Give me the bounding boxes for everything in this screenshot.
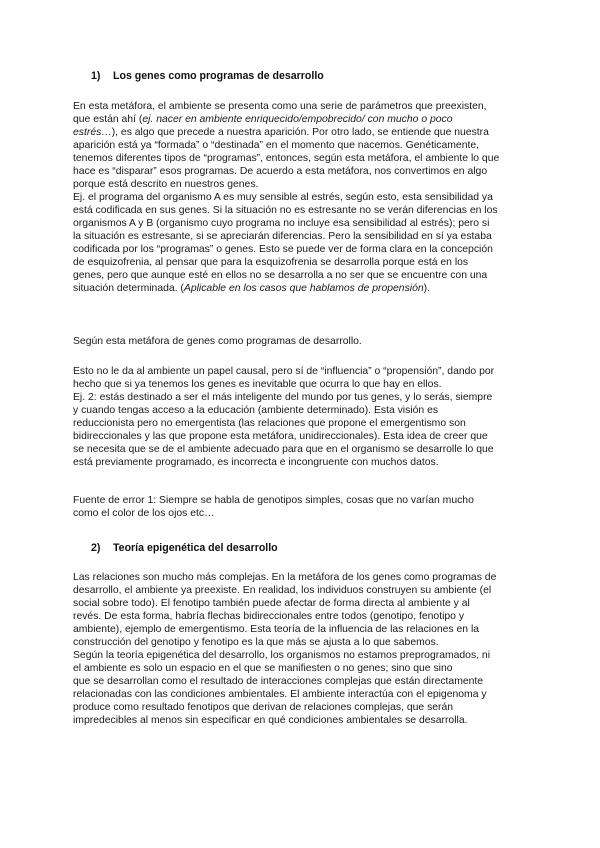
text-line: el ambiente es solo un espacio en el que se manifiesten o no genes; sino que sino <box>73 663 453 674</box>
text-line: Según la teoría epigenética del desarrollo, los organismos no estamos preprogramados, ni <box>73 650 491 661</box>
text-span: que están ahí ( <box>73 114 143 125</box>
italic-example: ej. nacer en ambiente enriquecido/empobrecido/ con mucho o poco <box>142 114 453 125</box>
text-line: de esquizofrenia, al pensar que para la esquizofrenia se desarrolla porque está en los <box>73 257 469 268</box>
text-line: desarrollo, el ambiente ya preexiste. En realidad, los individuos construyen su ambiente (el <box>73 585 492 596</box>
italic-note: Aplicable en los casos que hablamos de propensión <box>183 283 424 294</box>
text-line <box>73 113 533 126</box>
section-1-paragraph-4 <box>73 494 533 520</box>
section-1-paragraph-2 <box>73 335 533 348</box>
text-line: la situación es estresante, si se apreciarán diferencias. Pero la sensibilidad en sí ya estaba <box>73 231 492 242</box>
italic-example: estrés… <box>73 127 112 138</box>
text-line: construcción del genotipo y fenotipo es la que más se ajusta a lo que sabemos. <box>73 637 439 648</box>
text-line: Esto no le da al ambiente un papel causal, pero sí de “influencia” o “propensión”, dando por <box>73 366 495 377</box>
text-line: codificada por los “programas” o genes. Esto se puede ver de forma clara en la concepción <box>73 244 493 255</box>
text-line: Fuente de error 1: Siempre se habla de genotipos simples, cosas que no varían mucho <box>73 495 474 506</box>
text-line: reduccionista pero no emergentista (las relaciones que propone el emergentismo son <box>73 418 466 429</box>
text-line: Ej. el programa del organismo A es muy sensible al estrés, según esto, esta sensibilidad ya <box>73 192 493 203</box>
text-line: aparición está ya “formada” o “destinada” en el momento que nacemos. Genéticamente, <box>73 140 480 151</box>
section-1-title: Los genes como programas de desarrollo <box>113 70 324 82</box>
text-line <box>73 282 533 295</box>
text-line: hecho que si ya tenemos los genes es inevitable que ocurra lo que hay en ellos. <box>73 379 442 390</box>
text-line: Según esta metáfora de genes como programas de desarrollo. <box>73 336 362 347</box>
text-line: y cuando tengas acceso a la educación (ambiente determinado). Esta visión es <box>73 405 439 416</box>
text-line: revés. De esta forma, habría flechas bidireccionales entre todos (genotipo, fenotipo y <box>73 611 465 622</box>
section-1-heading <box>91 70 324 83</box>
section-1-paragraph-1 <box>73 100 533 295</box>
text-line: impredecibles al menos sin especificar en qué condiciones ambientales se desarrolla. <box>73 715 468 726</box>
text-line: En esta metáfora, el ambiente se presenta como una serie de parámetros que preexisten, <box>73 101 487 112</box>
text-line: social sobre todo). El fenotipo también puede afectar de forma directa al ambiente y al <box>73 598 470 609</box>
text-line <box>73 126 533 139</box>
text-line: produce como resultado fenotipos que derivan de relaciones complejas, que serán <box>73 702 454 713</box>
text-line: organismos A y B (organismo cuyo programa no incluye esa sensibilidad al estrés); pero si <box>73 218 490 229</box>
section-1-number: 1) <box>91 70 101 82</box>
text-line: porque está descrito en nuestros genes. <box>73 179 259 190</box>
text-span: situación determinada. ( <box>73 283 184 294</box>
text-span: ). <box>423 283 430 294</box>
text-line: genes, pero que aunque esté en ellos no se desarrolla a no ser que se encuentre con una <box>73 270 488 281</box>
text-line: Ej. 2: estás destinado a ser el más inteligente del mundo por tus genes, y lo serás, siempre <box>73 392 493 403</box>
text-line: está codificada en sus genes. Si la situación no es estresante no se verán diferencias en los <box>73 205 498 216</box>
text-line: hace es “disparar” esos programas. De acuerdo a esta metáfora, nos convertimos en algo <box>73 166 488 177</box>
section-1-paragraph-3 <box>73 365 533 469</box>
text-line: como el color de los ojos etc… <box>73 508 215 519</box>
section-2-title: Teoría epigenética del desarrollo <box>113 542 278 554</box>
text-line: bidireccionales y las que propone esta metáfora, unidireccionales). Esta idea de creer que <box>73 431 488 442</box>
text-line: tenemos diferentes tipos de “programas”, entonces, según esta metáfora, el ambiente lo que <box>73 153 500 164</box>
text-line: se necesita que se de el ambiente adecuado para que en el organismo se desarrolle lo que <box>73 444 494 455</box>
section-2-number: 2) <box>91 542 101 554</box>
text-line: está previamente programado, es incorrecta e incongruente con muchos datos. <box>73 457 439 468</box>
section-2-paragraph-1 <box>73 571 533 727</box>
section-2-heading <box>91 542 278 555</box>
text-line: relacionadas con las condiciones ambientales. El ambiente interactúa con el epigenoma y <box>73 689 487 700</box>
text-line: que se desarrollan como el resultado de interacciones complejas que están directamente <box>73 676 484 687</box>
text-line: Las relaciones son mucho más complejas. En la metáfora de los genes como programas de <box>73 572 497 583</box>
text-span: ), es algo que precede a nuestra aparición. Por otro lado, se entiende que nuestra <box>111 127 489 138</box>
text-line: ambiente), ejemplo de emergentismo. Esta teoría de la influencia de las relaciones en la <box>73 624 480 635</box>
